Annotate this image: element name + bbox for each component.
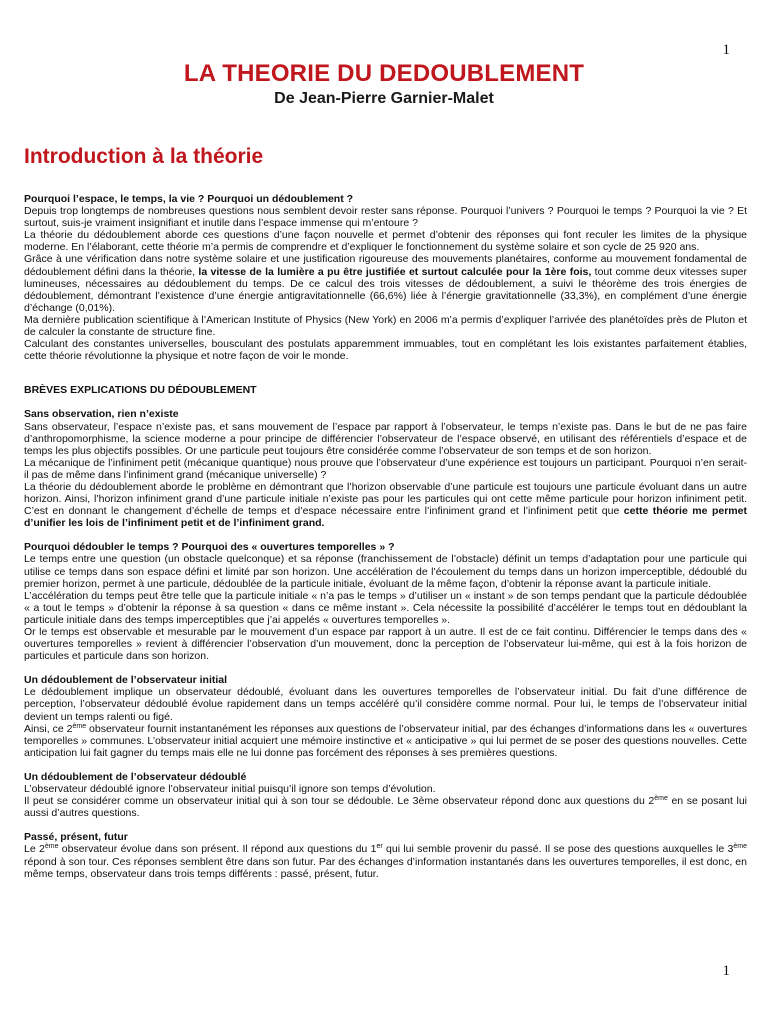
paragraph <box>24 481 747 529</box>
section-heading: Un dédoublement de l’observateur initial <box>24 674 228 687</box>
paragraph: Or le temps est observable et mesurable par le mouvement d’un espace par rapport à un autre. Il est de ce fait continu. Différencier le temps dans des « ouvertures temporelles » revient à différencier l’observation d’un mouvement, donc la perception de l’observateur lui-même, qui est à la fois horizon de particules et particule dans son horizon. <box>24 626 747 663</box>
text-run: observateur fournit instantanément les réponses aux questions de l’observateur initial, par des échanges d’informations dans les « ouvertures temporelles » communes. L’observateur initial acquiert une mémoire instinctive et « anticipative » qui lui permet de se poser des questions nouvelles. Cette anticipation lui fait gagner du temps mais elle ne lui donne pas forcément des réponses à ses premières questions. <box>24 722 747 759</box>
superscript: ème <box>654 795 668 803</box>
paragraph: L’accélération du temps peut être telle que la particule initiale « n’a pas le temps » d’utiliser un « instant » de son temps pendant que la particule dédoublée « a tout le temps » d’obtenir la réponse à sa question « dans ce même instant ». Cela nécessite la possibilité d’accélérer le temps tout en dédoublant la particule initiale dans des temps imperceptibles que j’ai appelés « ouvertures temporelles ». <box>24 589 747 626</box>
bold-text-run: cette théorie me permet d’unifier les lois de l’infiniment petit et de l’infiniment grand. <box>24 505 747 530</box>
text-run: répond à son tour. Ces réponses semblent être dans son futur. Par des échanges d’information instantanés dans les ouvertures temporelles, il est donc, en même temps, observateur dans trois temps différents : passé, présent, futur. <box>24 855 747 880</box>
document-body <box>24 193 747 880</box>
text-run: tout comme deux vitesses super lumineuses, nécessaires au dédoublement du temps. De ce calcul des trois vitesses de dédoublement, a suivi le théorème des trois énergies de dédoublement, démontrant l’existence d’une énergie antigravitationnelle (66,6%) liée à l’énergie gravitationnelle (33,3%), en complément d’une énergie d’échange (0,01%). <box>24 265 747 314</box>
section-heading: BRÈVES EXPLICATIONS DU DÉDOUBLEMENT <box>24 384 257 397</box>
section-heading: Sans observation, rien n’existe <box>24 408 179 421</box>
superscript: er <box>376 843 383 851</box>
paragraph: La théorie du dédoublement aborde ces questions d’une façon nouvelle et permet d’obtenir des réponses qui font reculer les limites de la physique moderne. En l’élaborant, cette théorie m’a permis de comprendre et d’expliquer le fonctionnement du système solaire et son cycle de 25 920 ans. <box>24 229 747 254</box>
paragraph <box>24 795 747 819</box>
paragraph <box>24 253 747 313</box>
text-run: observateur évolue dans son présent. Il répond aux questions du 1 <box>58 843 377 856</box>
page-number-bottom: 1 <box>722 963 730 979</box>
paragraph: Le dédoublement implique un observateur dédoublé, évoluant dans les ouvertures temporelles de l’observateur initial. Du fait d’une différence de perception, l’observateur dédoublé évolue rapidement dans un temps accéléré qu’il considère comme normal. Pour lui, le temps de l’observateur initial devient un temps ralenti ou figé. <box>24 686 747 723</box>
text-run: La théorie du dédoublement aborde le problème en démontrant que l’horizon observable d’une particule est toujours une particule évoluant dans un autre horizon. Ainsi, l’horizon infiniment grand d’une particule initiale n’existe pas pour les particules qui ont cette même particule pour horizon infiniment petit. C’est en donnant le changement d’échelle de temps et d’espace nécessaire entre l’infiniment grand et l’infiniment petit que <box>24 480 747 518</box>
section-heading: Passé, présent, futur <box>24 831 128 844</box>
paragraph: L’observateur dédoublé ignore l’observateur initial puisqu’il ignore son temps d’évolution. <box>24 783 436 796</box>
paragraph: Sans observateur, l’espace n’existe pas, et sans mouvement de l’espace par rapport à l’observateur, le temps n’existe pas. Dans le but de ne pas faire d’anthropomorphisme, la science moderne a pour principe de différencier l’observateur de l’espace observé, en utilisant des référentiels d’espace et de temps les plus objectifs possibles. Or une particule peut toujours être considérée comme l’observateur de son temps et de son horizon. <box>24 420 747 457</box>
paragraph: Le temps entre une question (un obstacle quelconque) et sa réponse (franchissement de l’obstacle) définit un temps d’adaptation pour une particule qui utilise ce temps dans son espace défini et limité par son horizon. Une accélération de l’écoulement du temps dans un horizon imperceptible, dédoublé du premier horizon, permet à une particule, dédoublée de la particule initiale, évoluant de la même façon, d’obtenir la réponse avant la particule initiale. <box>24 553 747 590</box>
superscript: ème <box>733 843 747 851</box>
superscript: ème <box>72 722 87 730</box>
text-run: en se posant lui aussi d’autres questions. <box>24 795 747 820</box>
text-run: Le 2 <box>24 843 45 856</box>
section-heading: Pourquoi l’espace, le temps, la vie ? Pourquoi un dédoublement ? <box>24 193 354 205</box>
page-number-top: 1 <box>722 42 730 58</box>
text-run: qui lui semble provenir du passé. Il se pose des questions auxquelles le 3 <box>382 843 734 856</box>
text-run: Grâce à une vérification dans notre système solaire et une justification rigoureuse des mouvements planétaires, conforme au mouvement fondamental de dédoublement défini dans la théorie, <box>24 253 747 278</box>
paragraph <box>24 723 747 759</box>
section-heading: Un dédoublement de l’observateur dédoublé <box>24 770 247 783</box>
text-run: Il peut se considérer comme un observateur initial qui à son tour se dédouble. Le 3ème observateur répond donc aux questions du 2 <box>24 795 655 808</box>
section-title-introduction: Introduction à la théorie <box>24 145 264 168</box>
superscript: ème <box>44 843 59 851</box>
paragraph: La mécanique de l’infiniment petit (mécanique quantique) nous prouve que l’observateur d’une expérience est toujours un participant. Pourquoi n’en serait-il pas de même dans l’infiniment grand (mécanique universelle) ? <box>24 456 747 481</box>
paragraph: Calculant des constantes universelles, bousculant des postulats apparemment immuables, tout en complétant les lois existantes parfaitement établies, cette théorie révolutionne la physique et notre façon de voir le monde. <box>24 338 747 363</box>
text-run: Ainsi, ce 2 <box>24 722 73 735</box>
document-author: De Jean-Pierre Garnier-Malet <box>274 90 494 107</box>
bold-text-run: la vitesse de la lumière a pu être justifiée et surtout calculée pour la 1ère fois, <box>198 265 592 278</box>
paragraph <box>24 843 747 879</box>
paragraph: Ma dernière publication scientifique à l’American Institute of Physics (New York) en 2006 m’a permis d’expliquer l’arrivée des planétoïdes près de Pluton et de calculer la constante de structure fine. <box>24 313 747 339</box>
paragraph: Depuis trop longtemps de nombreuses questions nous semblent devoir rester sans réponse. Pourquoi l’univers ? Pourquoi le temps ? Pourquoi la vie ? Et surtout, suis-je vraiment insignifiant et inutile dans l’espace immense qui m’entoure ? <box>24 205 747 230</box>
document-title: LA THEORIE DU DEDOUBLEMENT <box>183 60 585 87</box>
section-heading: Pourquoi dédoubler le temps ? Pourquoi des « ouvertures temporelles » ? <box>24 541 395 554</box>
